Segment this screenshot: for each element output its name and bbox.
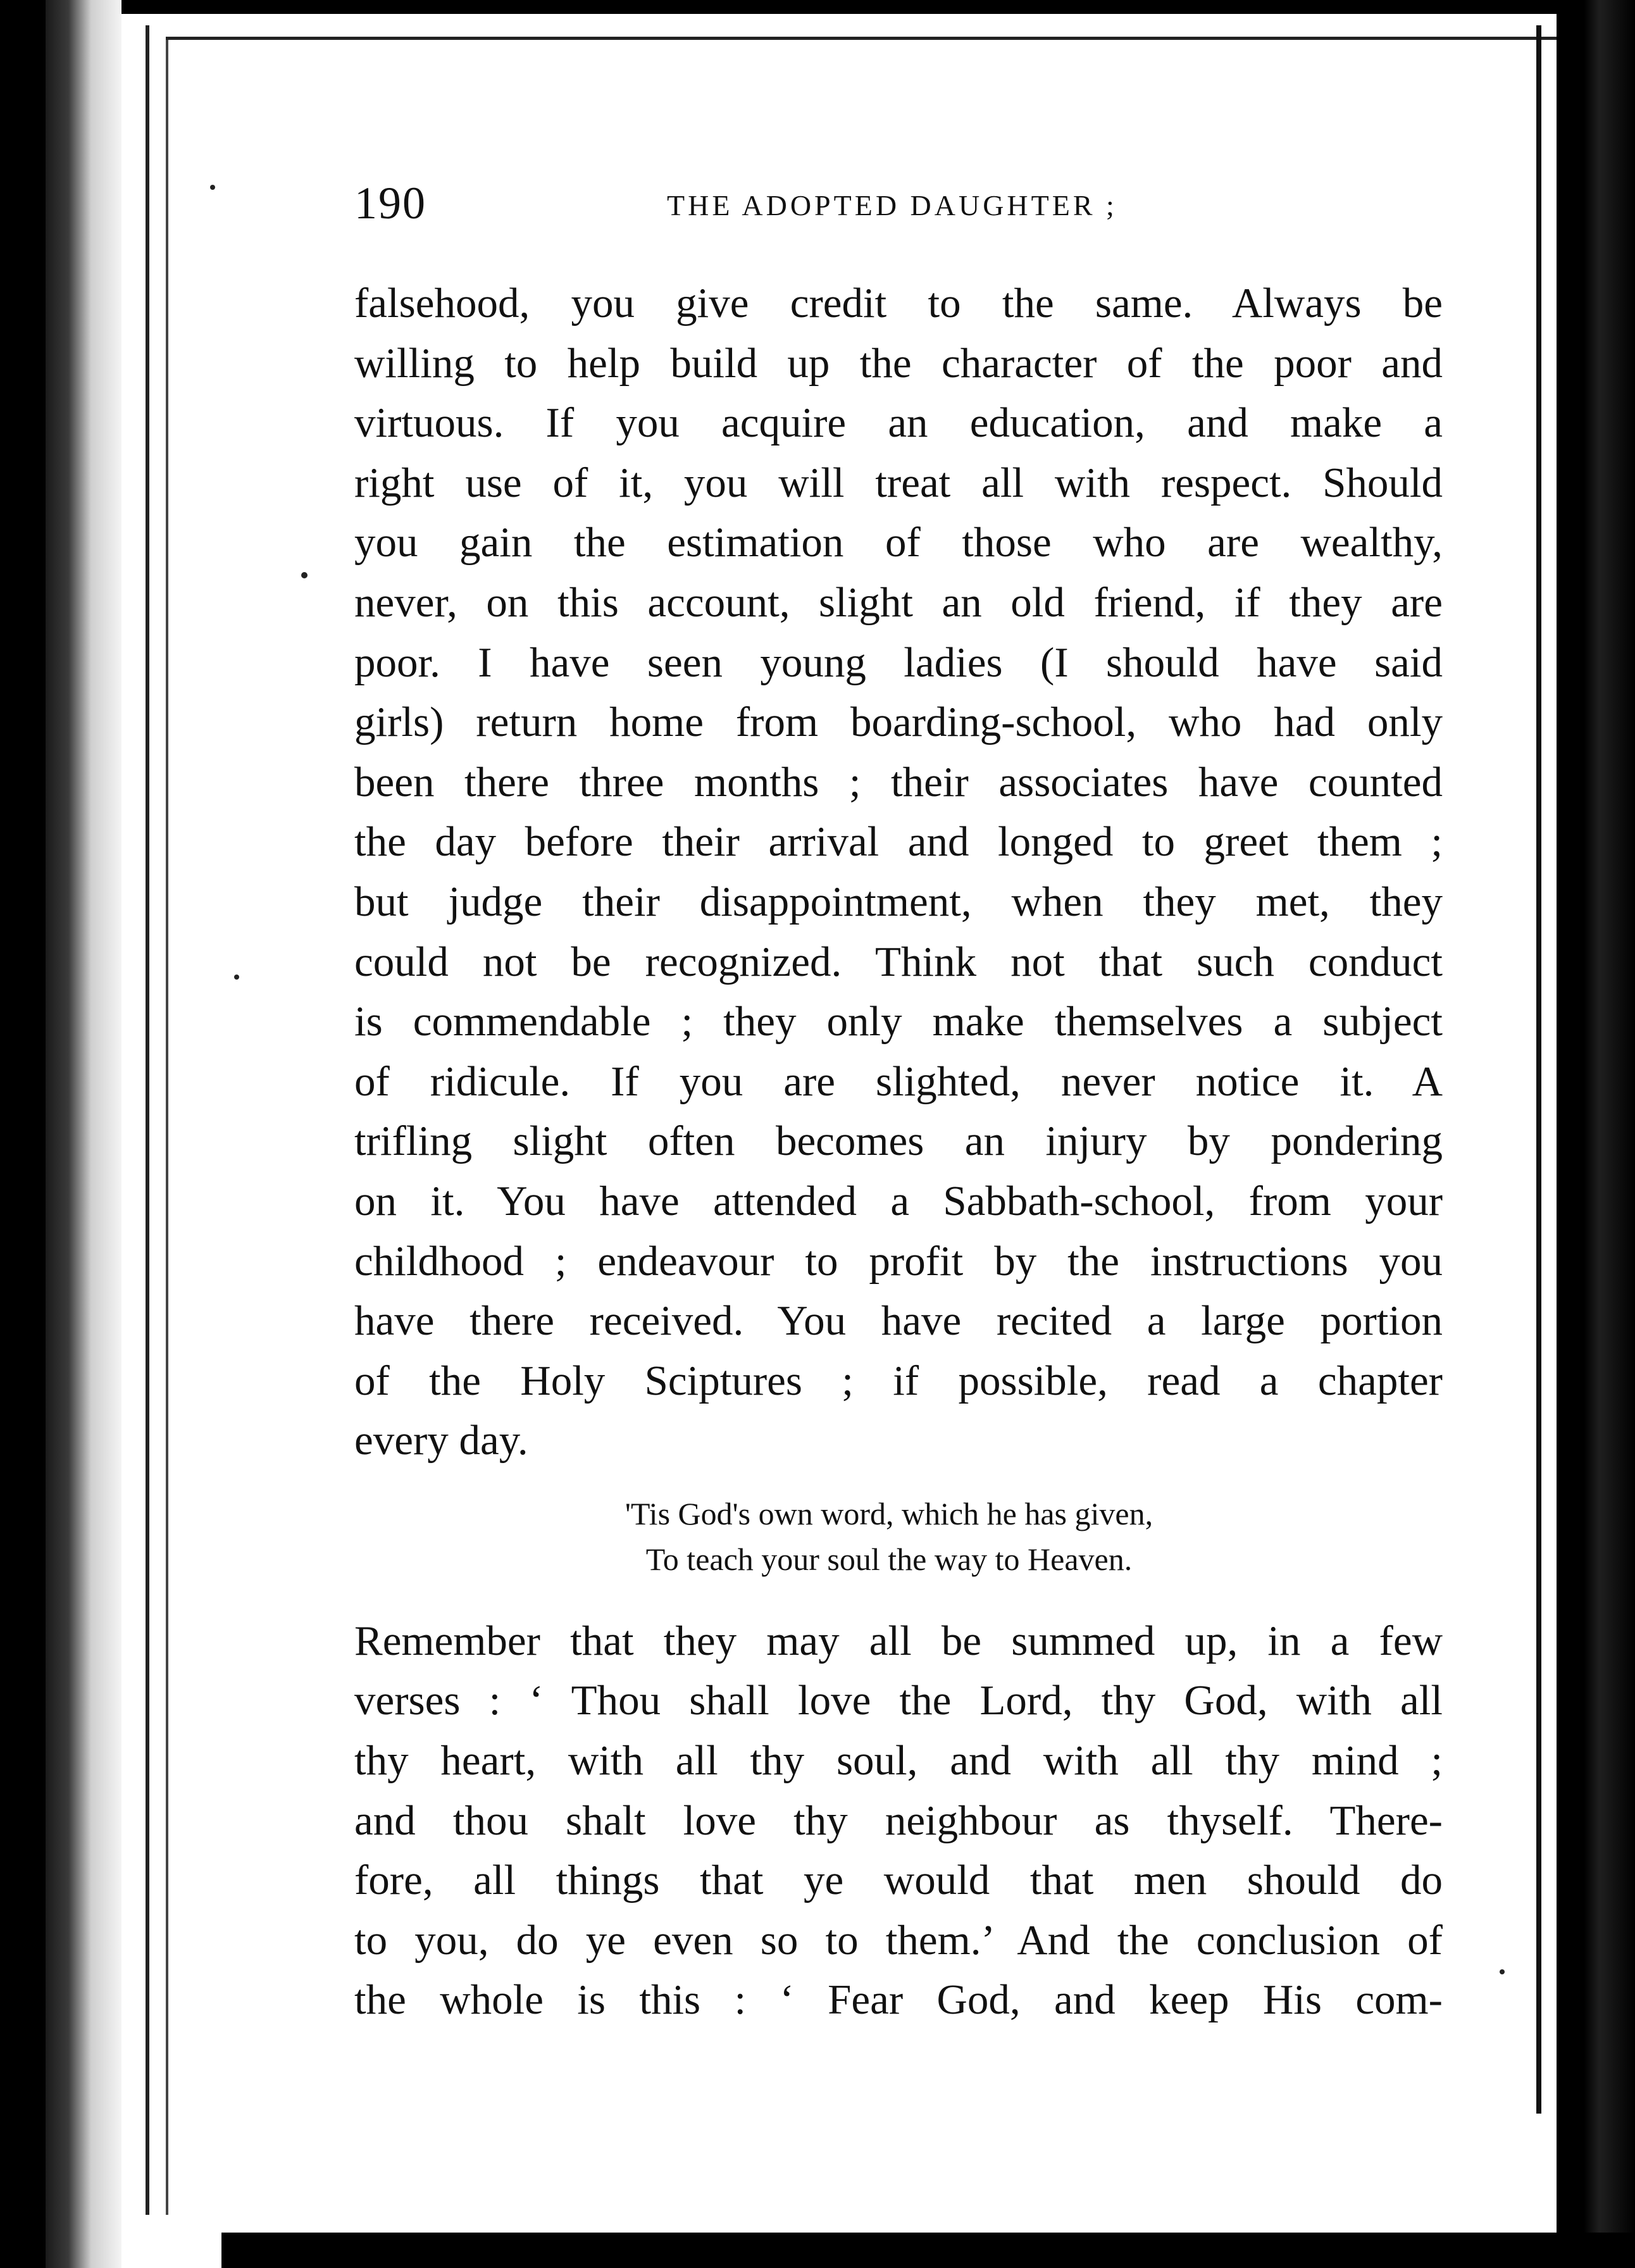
scan-speck	[1500, 1969, 1505, 1974]
text-line: you gain the estimation of those who are wealthy,	[354, 519, 1443, 566]
text-line: verses : ‘ Thou shall love the Lord, thy God, with all	[354, 1677, 1443, 1724]
paragraph-2	[354, 1611, 1443, 2030]
page-header	[354, 165, 1443, 240]
text-line: girls) return home from boarding-school, who had only	[354, 699, 1443, 746]
text-line: but judge their disappointment, when they met, they	[354, 878, 1443, 925]
verse-line: To teach your soul the way to Heaven.	[645, 1541, 1133, 1577]
verse-quotation	[430, 1491, 1348, 1582]
scan-speck	[210, 185, 215, 190]
text-line: of ridicule. If you are slighted, never notice it. A	[354, 1057, 1443, 1105]
text-line: and thou shalt love thy neighbour as thyself. There-	[354, 1797, 1443, 1844]
text-line: fore, all things that ye would that men should do	[354, 1857, 1443, 1904]
scan-speck	[301, 572, 308, 578]
text-line: childhood ; endeavour to profit by the instructions you	[354, 1237, 1443, 1285]
text-line: to you, do ye even so to them.’ And the conclusion of	[354, 1916, 1443, 1964]
scan-bottom-edge	[221, 2233, 1635, 2268]
text-line: never, on this account, slight an old friend, if they are	[354, 578, 1443, 626]
scan-right-edge	[1557, 0, 1635, 2268]
text-line: right use of it, you will treat all with respect. Should	[354, 459, 1443, 506]
book-gutter	[46, 0, 121, 2268]
text-line: could not be recognized. Think not that such conduct	[354, 938, 1443, 985]
page-right-border	[1536, 25, 1541, 2114]
text-line: every day.	[354, 1417, 528, 1464]
text-line: falsehood, you give credit to the same. Always be	[354, 280, 1443, 327]
page-number: 190	[354, 178, 426, 228]
page-edge-line	[166, 38, 168, 2215]
running-title: THE ADOPTED DAUGHTER ;	[667, 189, 1117, 221]
scan-top-edge	[0, 0, 1635, 14]
text-line: the whole is this : ‘ Fear God, and keep His com-	[354, 1976, 1443, 2024]
text-line: is commendable ; they only make themselves a subject	[354, 998, 1443, 1045]
page-top-border	[166, 37, 1558, 40]
text-line: thy heart, with all thy soul, and with all thy mind ;	[354, 1737, 1443, 1785]
text-line: trifling slight often becomes an injury by pondering	[354, 1118, 1443, 1165]
text-line: Remember that they may all be summed up, in a few	[354, 1617, 1443, 1664]
text-line: have there received. You have recited a large portion	[354, 1297, 1443, 1345]
paragraph-1	[354, 273, 1443, 1471]
book-spine-shadow	[0, 0, 46, 2268]
text-line: willing to help build up the character of the poor and	[354, 339, 1443, 387]
text-line: on it. You have attended a Sabbath-school, from your	[354, 1177, 1443, 1224]
text-line: virtuous. If you acquire an education, and make a	[354, 399, 1443, 447]
text-line: been there three months ; their associates have counted	[354, 758, 1443, 806]
text-line: of the Holy Sciptures ; if possible, read a chapter	[354, 1357, 1443, 1404]
verse-line: 'Tis God's own word, which he has given,	[625, 1495, 1153, 1531]
page-edge-line	[146, 25, 149, 2215]
scan-speck	[234, 975, 239, 980]
text-line: the day before their arrival and longed to greet them ;	[354, 818, 1443, 866]
book-page	[354, 165, 1443, 2030]
text-line: poor. I have seen young ladies (I should have said	[354, 639, 1443, 686]
